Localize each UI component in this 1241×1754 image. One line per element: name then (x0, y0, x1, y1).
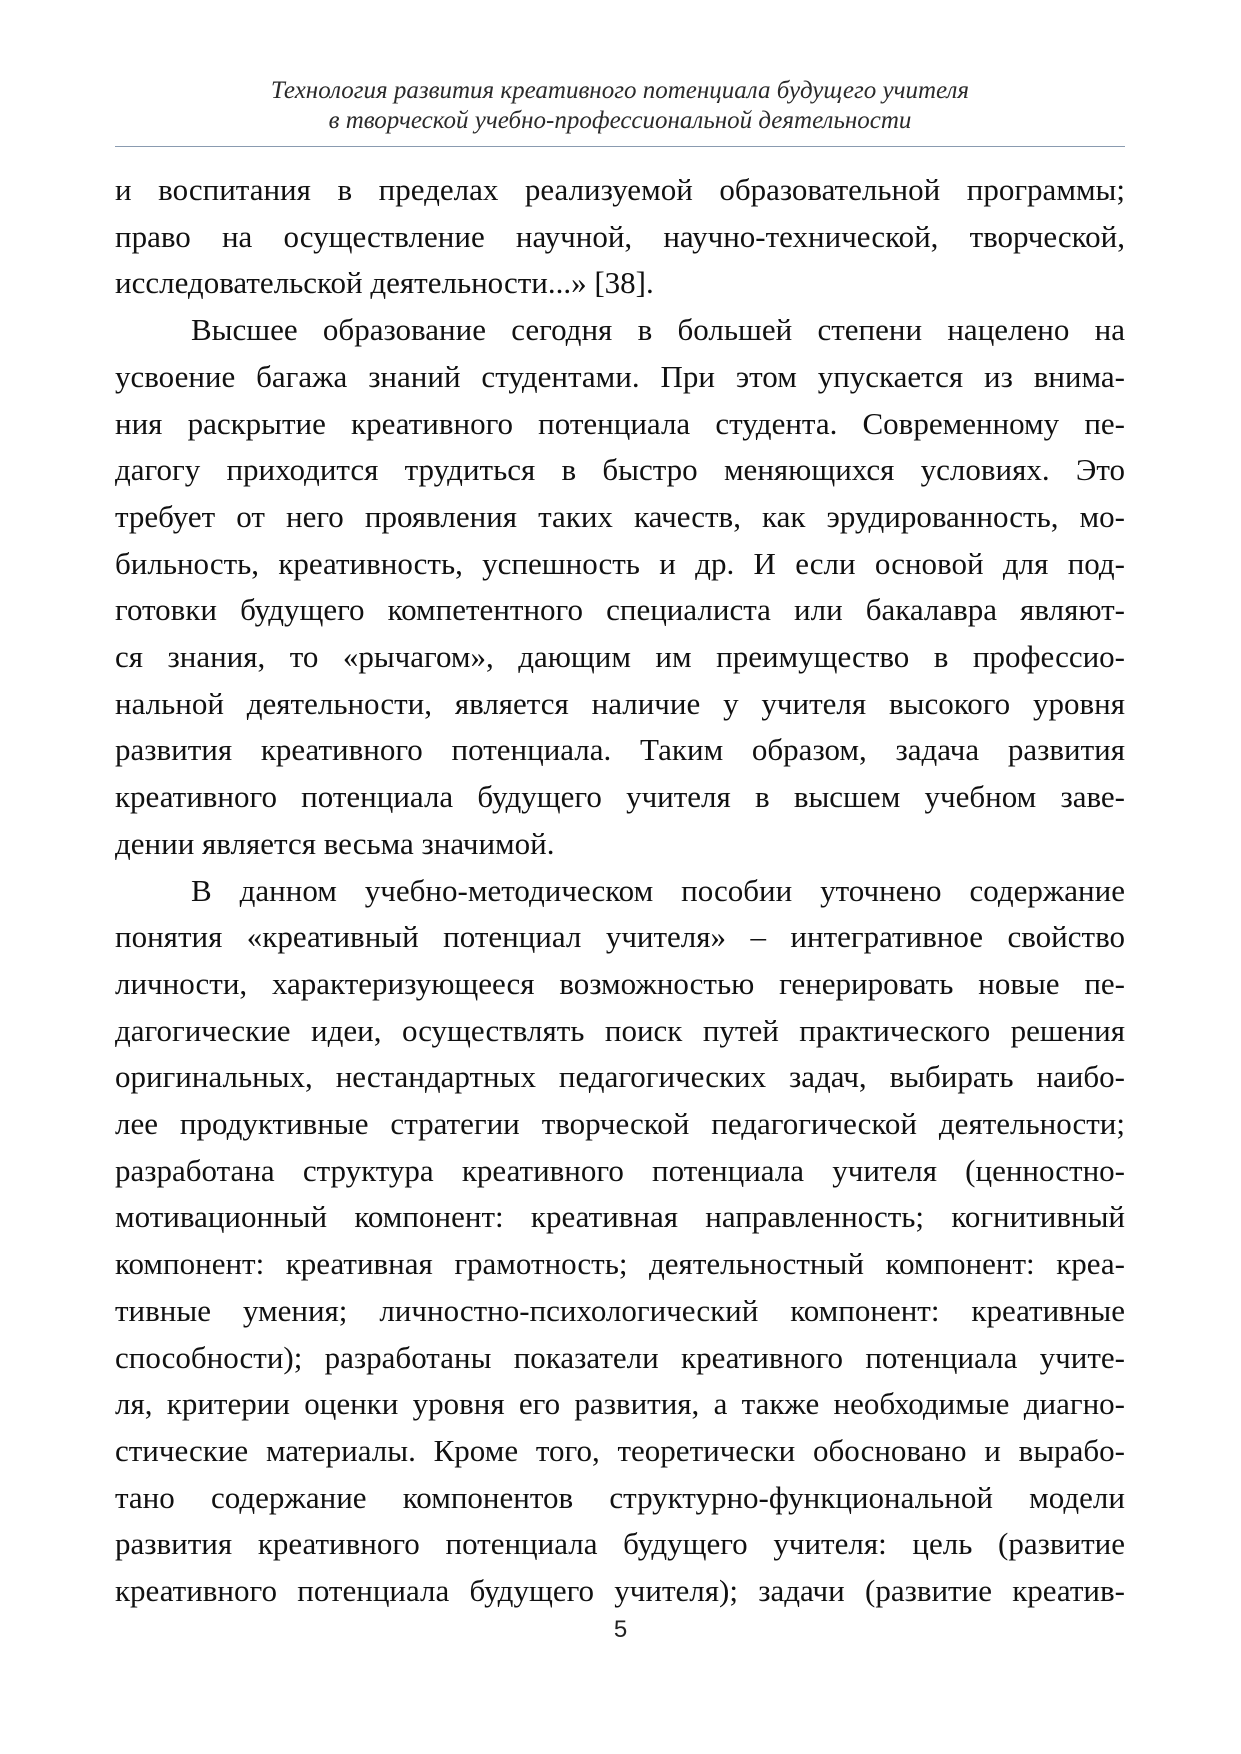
text-line: готовки будущего компетентного специалиста или бакалавра являют- (115, 592, 1125, 628)
text-line: дагогические идеи, осуществлять поиск путей практического решения (115, 1012, 1125, 1048)
text-line: способности); разработаны показатели креативного потенциала учите- (115, 1339, 1125, 1375)
running-header (115, 76, 1125, 136)
text-line: мотивационный компонент: креативная направленность; когнитивный (115, 1199, 1125, 1235)
text-line: креативного потенциала будущего учителя); задачи (развитие креатив- (115, 1573, 1125, 1609)
page-number: 5 (613, 1616, 628, 1643)
text-line: дагогу приходится трудиться в быстро меняющихся условиях. Это (115, 452, 1125, 488)
text-line: компонент: креативная грамотность; деятельностный компонент: креа- (115, 1246, 1125, 1282)
running-header-line-2: в творческой учебно-профессиональной деятельности (328, 107, 912, 134)
text-line: тано содержание компонентов структурно-функциональной модели (115, 1479, 1125, 1515)
text-line: лее продуктивные стратегии творческой педагогической деятельности; (115, 1106, 1125, 1142)
body-text (115, 167, 1125, 1615)
text-line: тивные умения; личностно-психологический компонент: креативные (115, 1292, 1125, 1328)
text-line: Высшее образование сегодня в большей степени нацелено на (191, 312, 1125, 348)
text-line: бильность, креативность, успешность и др. И если основой для под- (115, 545, 1125, 581)
text-line: и воспитания в пределах реализуемой образовательной программы; (115, 172, 1125, 207)
text-line: личности, характеризующееся возможностью генерировать новые пе- (115, 965, 1125, 1001)
text-line: требует от него проявления таких качеств, как эрудированность, мо- (115, 498, 1125, 534)
text-line: усвоение багажа знаний студентами. При этом упускается из внима- (115, 358, 1125, 394)
text-line: право на осуществление научной, научно-технической, творческой, (115, 218, 1125, 254)
running-header-line-1: Технология развития креативного потенциала будущего учителя (270, 77, 970, 104)
text-line: оригинальных, нестандартных педагогических задач, выбирать наибо- (115, 1059, 1125, 1095)
paragraph-3 (115, 868, 1125, 1615)
header-divider (115, 146, 1125, 147)
text-line: В данном учебно-методическом пособии уточнено содержание (191, 872, 1125, 908)
text-line: ся знания, то «рычагом», дающим им преимущество в профессио- (115, 639, 1125, 675)
text-line: нальной деятельности, является наличие у учителя высокого уровня (115, 685, 1125, 721)
paragraph-2 (115, 307, 1125, 867)
text-line: креативного потенциала будущего учителя в высшем учебном заве- (115, 779, 1125, 815)
text-line: разработана структура креативного потенциала учителя (ценностно- (115, 1152, 1125, 1188)
text-line: ля, критерии оценки уровня его развития, а также необходимые диагно- (115, 1386, 1125, 1422)
text-line: дении является весьма значимой. (115, 825, 555, 861)
text-line: понятия «креативный потенциал учителя» – интегративное свойство (115, 919, 1125, 955)
text-line: исследовательской деятельности...» [38]. (115, 265, 654, 301)
text-line: развития креативного потенциала будущего учителя: цель (развитие (115, 1526, 1125, 1562)
text-line: стические материалы. Кроме того, теоретически обосновано и вырабо- (115, 1432, 1125, 1468)
text-line: ния раскрытие креативного потенциала студента. Современному пе- (115, 405, 1125, 441)
text-line: развития креативного потенциала. Таким образом, задача развития (115, 732, 1125, 768)
paragraph-1 (115, 167, 1125, 307)
